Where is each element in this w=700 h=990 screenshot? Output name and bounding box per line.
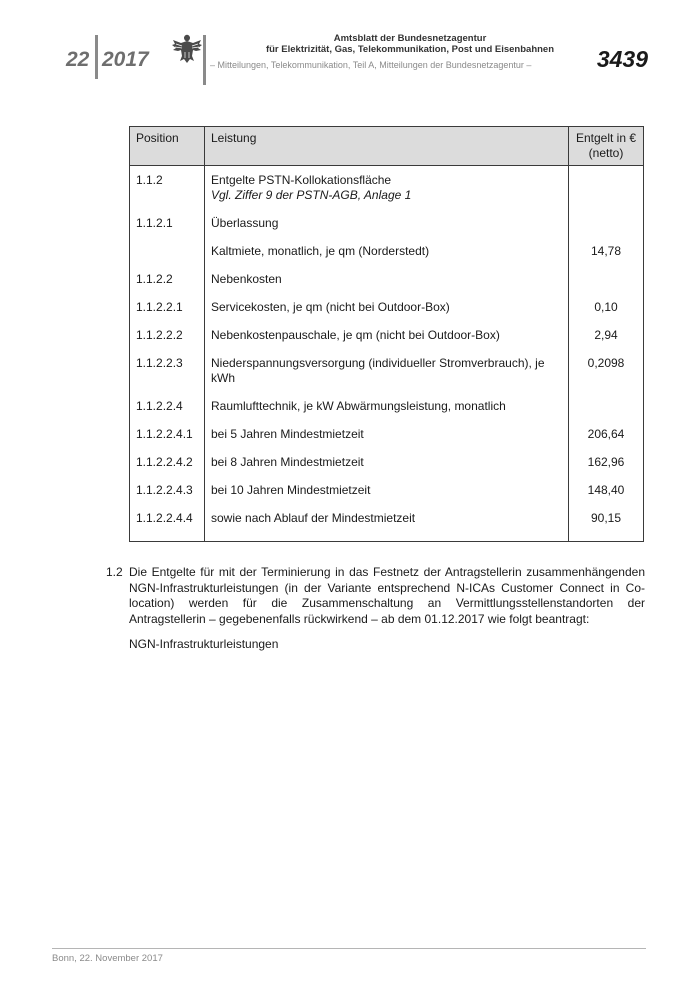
row-position: 1.1.2	[130, 166, 205, 217]
row-position: 1.1.2.1	[130, 216, 205, 244]
header-divider	[95, 35, 98, 79]
issue-year: 2017	[102, 48, 149, 71]
header-position: Position	[130, 127, 205, 166]
journal-title-line-1: Amtsblatt der Bundesnetzagentur	[333, 33, 487, 44]
footer-text: Bonn, 22. November 2017	[52, 953, 163, 964]
row-price	[569, 399, 644, 427]
row-description: Niederspannungsversorgung (individueller Stromverbrauch), je kWh	[205, 356, 569, 399]
journal-title	[210, 33, 610, 55]
federal-eagle-icon	[170, 32, 204, 64]
table-row	[130, 511, 644, 542]
table-row	[130, 455, 644, 483]
row-price: 206,64	[569, 427, 644, 455]
table-row	[130, 166, 644, 217]
table-row	[130, 244, 644, 272]
row-position: 1.1.2.2.4.4	[130, 511, 205, 542]
row-price	[569, 272, 644, 300]
row-price: 0,10	[569, 300, 644, 328]
table-header-row	[130, 127, 644, 166]
page-number: 3439	[596, 46, 648, 72]
row-description: Kaltmiete, monatlich, je qm (Norderstedt)	[205, 244, 569, 272]
table-row	[130, 272, 644, 300]
header-entgelt: Entgelt in € (netto)	[569, 127, 644, 166]
row-text: Entgelte PSTN-Kollokationsfläche	[211, 173, 392, 187]
table-row	[130, 427, 644, 455]
row-price	[569, 216, 644, 244]
row-description: Raumlufttechnik, je kW Abwärmungsleistung, monatlich	[205, 399, 569, 427]
row-position: 1.1.2.2	[130, 272, 205, 300]
row-note: Vgl. Ziffer 9 der PSTN-AGB, Anlage 1	[211, 188, 412, 202]
row-description: sowie nach Ablauf der Mindestmietzeit	[205, 511, 569, 542]
row-position: 1.1.2.2.4.3	[130, 483, 205, 511]
row-price: 14,78	[569, 244, 644, 272]
section-heading: NGN-Infrastrukturleistungen	[129, 637, 279, 651]
row-position: 1.1.2.2.4.1	[130, 427, 205, 455]
row-position	[130, 244, 205, 272]
table-row	[130, 483, 644, 511]
row-description: bei 8 Jahren Mindestmietzeit	[205, 455, 569, 483]
table-row	[130, 356, 644, 399]
table-row	[130, 300, 644, 328]
table-row	[130, 328, 644, 356]
row-description: Nebenkostenpauschale, je qm (nicht bei Outdoor-Box)	[205, 328, 569, 356]
row-price: 2,94	[569, 328, 644, 356]
header-divider-2	[203, 35, 206, 85]
fee-table	[129, 126, 644, 542]
row-description: Servicekosten, je qm (nicht bei Outdoor-Box)	[205, 300, 569, 328]
row-position: 1.1.2.2.3	[130, 356, 205, 399]
table-row	[130, 399, 644, 427]
row-description: Überlassung	[205, 216, 569, 244]
header-leistung: Leistung	[205, 127, 569, 166]
issue-number: 22	[66, 48, 90, 71]
row-price: 148,40	[569, 483, 644, 511]
row-description: bei 10 Jahren Mindestmietzeit	[205, 483, 569, 511]
row-position: 1.1.2.2.4	[130, 399, 205, 427]
table-row	[130, 216, 644, 244]
row-price: 0,2098	[569, 356, 644, 399]
row-description	[205, 166, 569, 217]
footer-divider	[52, 948, 646, 949]
journal-subtitle: – Mitteilungen, Telekommunikation, Teil A, Mitteilungen der Bundesnetzagentur –	[210, 60, 532, 70]
row-position: 1.1.2.2.2	[130, 328, 205, 356]
row-price: 162,96	[569, 455, 644, 483]
row-price: 90,15	[569, 511, 644, 542]
row-description: Nebenkosten	[205, 272, 569, 300]
row-description: bei 5 Jahren Mindestmietzeit	[205, 427, 569, 455]
paragraph-text: Die Entgelte für mit der Terminierung in das Festnetz der Antragstellerin zusammenhängenden NGN-Infrastrukturleistungen (in der Variante entsprechend N-ICAs Customer Connect in Co-location) werden für die Zusammenschaltung an Vermittlungsstellenstandorten der Antragstellerin – gegebenenfalls rückwirkend – ab dem 01.12.2017 wie folgt beantragt:	[129, 565, 645, 626]
row-position: 1.1.2.2.4.2	[130, 455, 205, 483]
journal-title-line-2: für Elektrizität, Gas, Telekommunikation, Post und Eisenbahnen	[265, 44, 555, 55]
paragraph-number: 1.2	[106, 565, 123, 579]
row-position: 1.1.2.2.1	[130, 300, 205, 328]
row-price	[569, 166, 644, 217]
